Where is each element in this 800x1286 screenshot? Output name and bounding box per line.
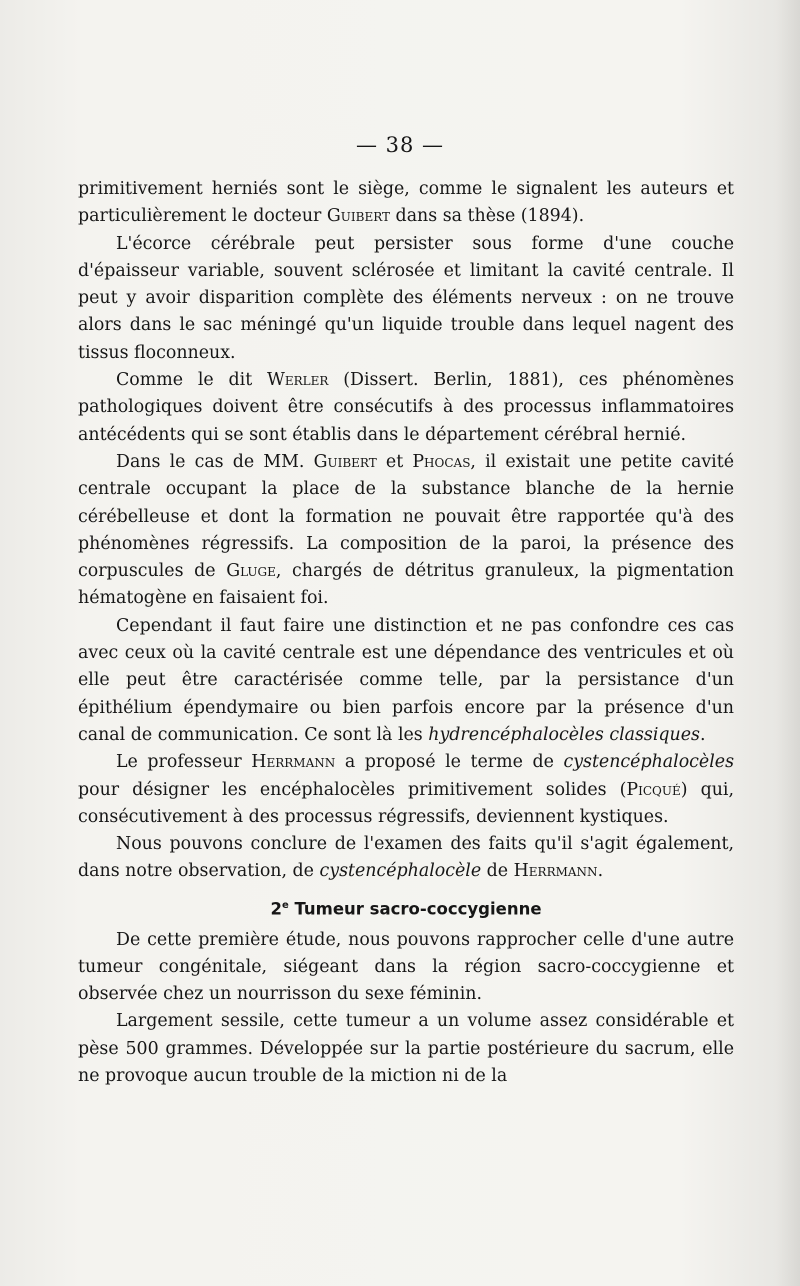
- paragraph-6: Le professeur Herrmann a proposé le terme de cystencéphalocèles pour désigner les encéphalocèles primitivement solides (Picqué) qui, consécutivement à des processus régressifs, deviennent kystiques.: [78, 752, 734, 827]
- paragraph-9: Largement sessile, cette tumeur a un volume assez considérable et pèse 500 grammes. Développée sur la partie postérieure du sacrum, elle ne provoque aucun trouble de la miction ni de la: [78, 1011, 734, 1086]
- section-number-suffix: e: [281, 899, 289, 911]
- section-number: 2: [270, 899, 282, 919]
- section-title: Tumeur sacro-coccygienne: [294, 899, 542, 919]
- page-number: — 38 —: [355, 133, 445, 157]
- paragraph-2: L'écorce cérébrale peut persister sous forme d'une couche d'épaisseur variable, souvent sclérosée et limitant la cavité centrale. Il peut y avoir disparition complète des éléments nerveux : on ne trouve alors dans le sac méningé qu'un liquide trouble dans lequel nagent des tissus floconneux.: [78, 233, 734, 363]
- paragraph-7: Nous pouvons conclure de l'examen des faits qu'il s'agit également, dans notre observation, de cystencéphalocèle de Herrmann.: [78, 834, 734, 882]
- section-heading: [78, 892, 734, 923]
- paragraph-5: Cependant il faut faire une distinction et ne pas confondre ces cas avec ceux où la cavité centrale est une dépendance des ventricules et où elle peut être caractérisée comme telle, par la persistance d'un épithélium épendymaire ou bien parfois encore par la présence d'un canal de communication. Ce sont là les hydrencéphalocèles classiques.: [78, 615, 734, 745]
- paragraph-8: De cette première étude, nous pouvons rapprocher celle d'une autre tumeur congénitale, siégeant dans la région sacro-coccygienne et observée chez un nourrisson du sexe féminin.: [78, 929, 734, 1005]
- body-text: [78, 176, 734, 1090]
- paragraph-3: Comme le dit Werler (Dissert. Berlin, 1881), ces phénomènes pathologiques doivent être consécutifs à des processus inflammatoires antécédents qui se sont établis dans le département cérébral hernié.: [78, 370, 734, 445]
- paragraph-4: Dans le cas de MM. Guibert et Phocas, il existait une petite cavité centrale occupant la place de la substance blanche de la hernie cérébelleuse et dont la formation ne pouvait être rapportée qu'à des phénomènes régressifs. La composition de la paroi, la présence des corpuscules de Gluge, chargés de détritus granuleux, la pigmentation hématogène en faisaient foi.: [78, 451, 735, 609]
- paragraph-1: primitivement herniés sont le siège, comme le signalent les auteurs et particulièrement le docteur Guibert dans sa thèse (1894).: [78, 179, 734, 227]
